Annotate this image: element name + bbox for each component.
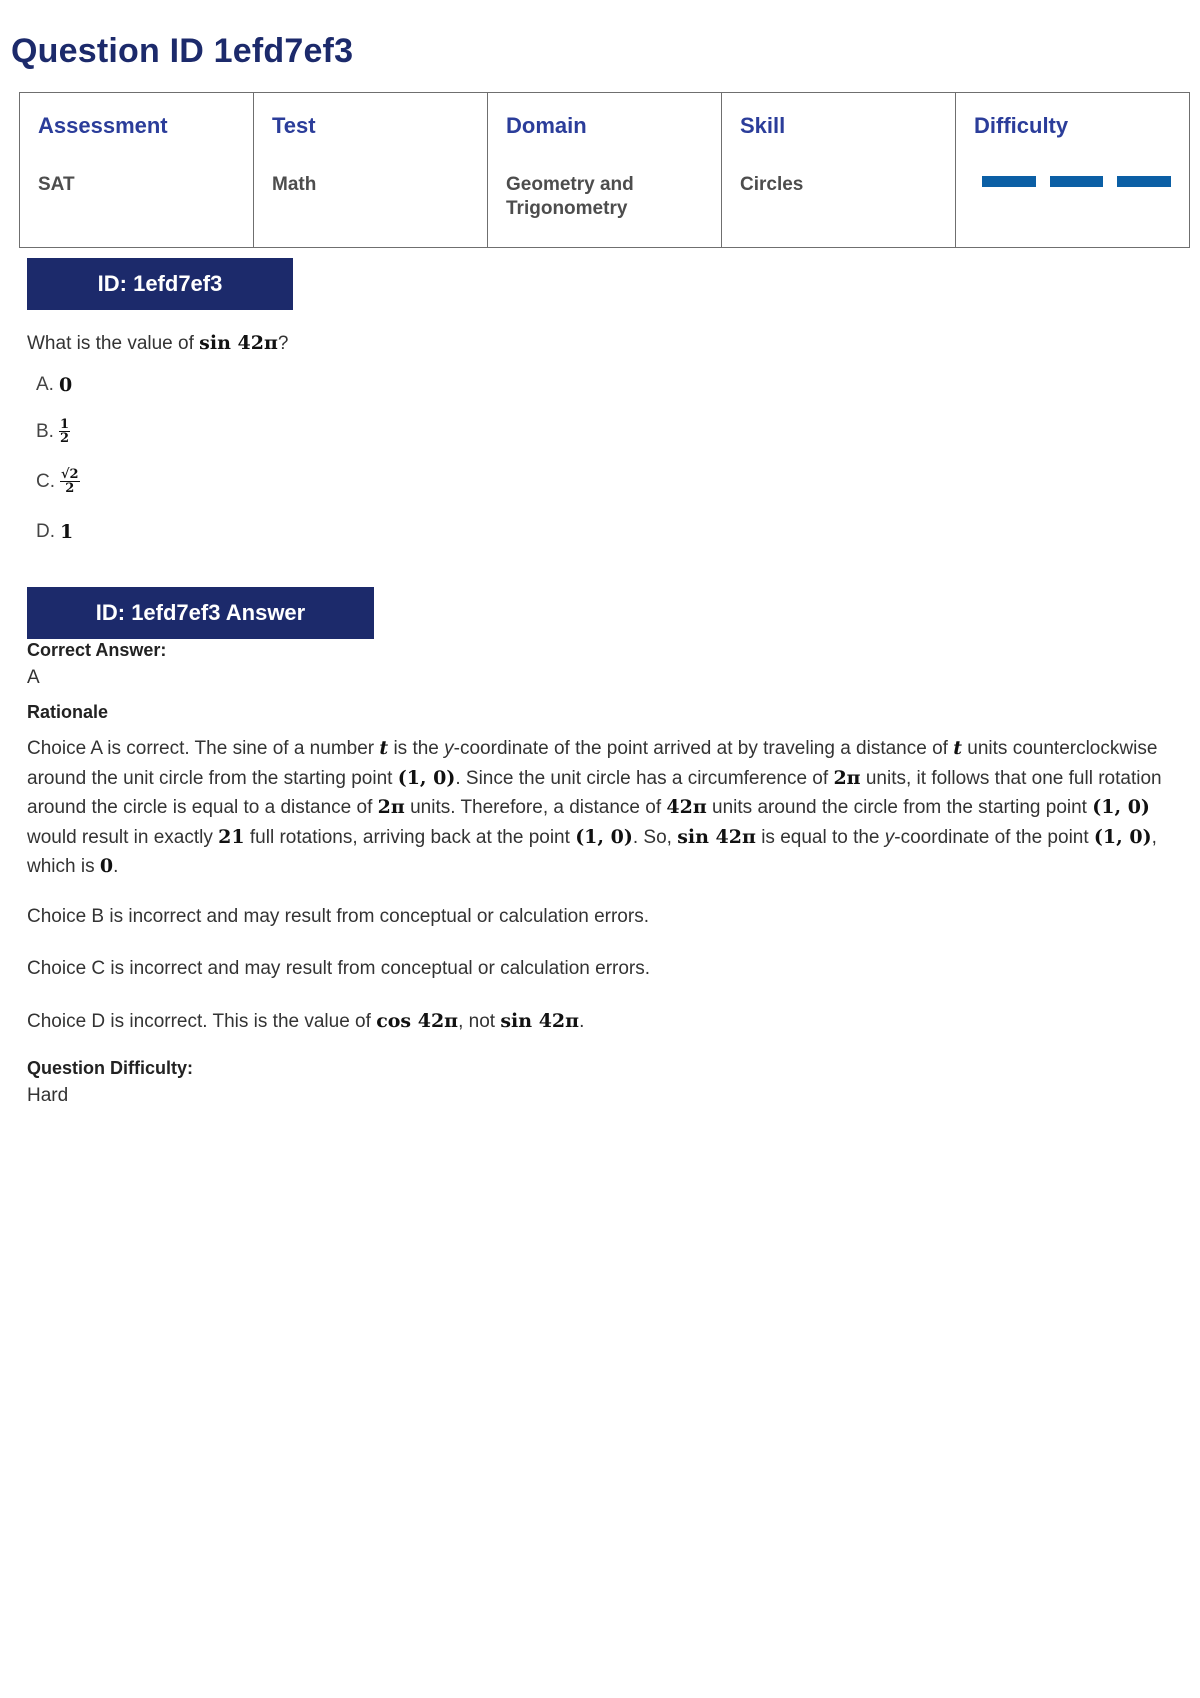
- choice-letter: D.: [36, 521, 55, 542]
- choice-letter: B.: [36, 420, 54, 442]
- answer-id-banner: ID: 1efd7ef3 Answer: [27, 587, 374, 639]
- assessment-label: Assessment: [38, 113, 168, 138]
- prompt-math: sin 42π: [199, 332, 278, 354]
- fraction: [60, 468, 80, 495]
- choice-c-explanation: Choice C is incorrect and may result from conceptual or calculation errors.: [27, 958, 651, 979]
- question-difficulty-label: Question Difficulty:: [27, 1058, 193, 1078]
- choice-c[interactable]: [36, 468, 80, 495]
- choice-d[interactable]: [36, 521, 73, 543]
- difficulty-bar: [982, 176, 1036, 187]
- denominator: 2: [59, 431, 69, 446]
- difficulty-label: Difficulty: [974, 113, 1069, 138]
- question-prompt: [27, 332, 288, 355]
- prompt-text: What is the value of: [27, 333, 194, 354]
- domain-cell: [488, 93, 722, 248]
- difficulty-indicator: [974, 176, 1171, 187]
- fraction: [59, 418, 70, 445]
- domain-value: Geometry and Trigonometry: [506, 174, 634, 219]
- correct-answer-label: Correct Answer:: [27, 640, 167, 660]
- test-label: Test: [272, 113, 316, 138]
- correct-answer-value: A: [27, 667, 40, 688]
- page-title: Question ID 1efd7ef3: [11, 32, 354, 70]
- difficulty-bar: [1117, 176, 1171, 187]
- question-id-banner: ID: 1efd7ef3: [27, 258, 293, 310]
- numerator: 1: [59, 417, 69, 432]
- skill-cell: [722, 93, 956, 248]
- skill-value: Circles: [740, 174, 804, 195]
- choice-letter: A.: [36, 374, 54, 395]
- numerator: √2: [61, 467, 79, 482]
- denominator: 2: [65, 481, 75, 496]
- metadata-table: [19, 92, 1190, 248]
- test-cell: [254, 93, 488, 248]
- assessment-cell: [20, 93, 254, 248]
- choice-value: 1: [60, 521, 74, 543]
- domain-label: Domain: [506, 113, 587, 138]
- choice-b[interactable]: [36, 418, 70, 445]
- choice-b-explanation: Choice B is incorrect and may result from conceptual or calculation errors.: [27, 906, 649, 927]
- rationale-paragraph: Choice A is correct. The sine of a number t is the y-coordinate of the point arrived at by traveling a distance of t units counterclockwise around the unit circle from the starting point (1, 0). Since the unit circle has a circumference of 2π units, it follows that one full rotation around the circle is equal to a distance of 2π units. Therefore, a distance of 42π units around the circle from the starting point (1, 0) would result in exactly 21 full rotations, arriving back at the point (1, 0). So, sin 42π is equal to the y-coordinate of the point (1, 0), which is 0.: [27, 737, 1162, 877]
- test-value: Math: [272, 174, 317, 195]
- difficulty-bar: [1050, 176, 1104, 187]
- choice-a[interactable]: [36, 374, 72, 396]
- choice-d-explanation: Choice D is incorrect. This is the value of cos 42π, not sin 42π.: [27, 1010, 585, 1032]
- rationale-label: Rationale: [27, 702, 109, 722]
- question-difficulty-value: Hard: [27, 1085, 69, 1106]
- prompt-end: ?: [277, 333, 289, 354]
- choice-letter: C.: [36, 470, 55, 492]
- assessment-value: SAT: [38, 174, 75, 195]
- choice-value: 0: [58, 374, 73, 396]
- difficulty-cell: [956, 93, 1190, 248]
- skill-label: Skill: [740, 113, 786, 138]
